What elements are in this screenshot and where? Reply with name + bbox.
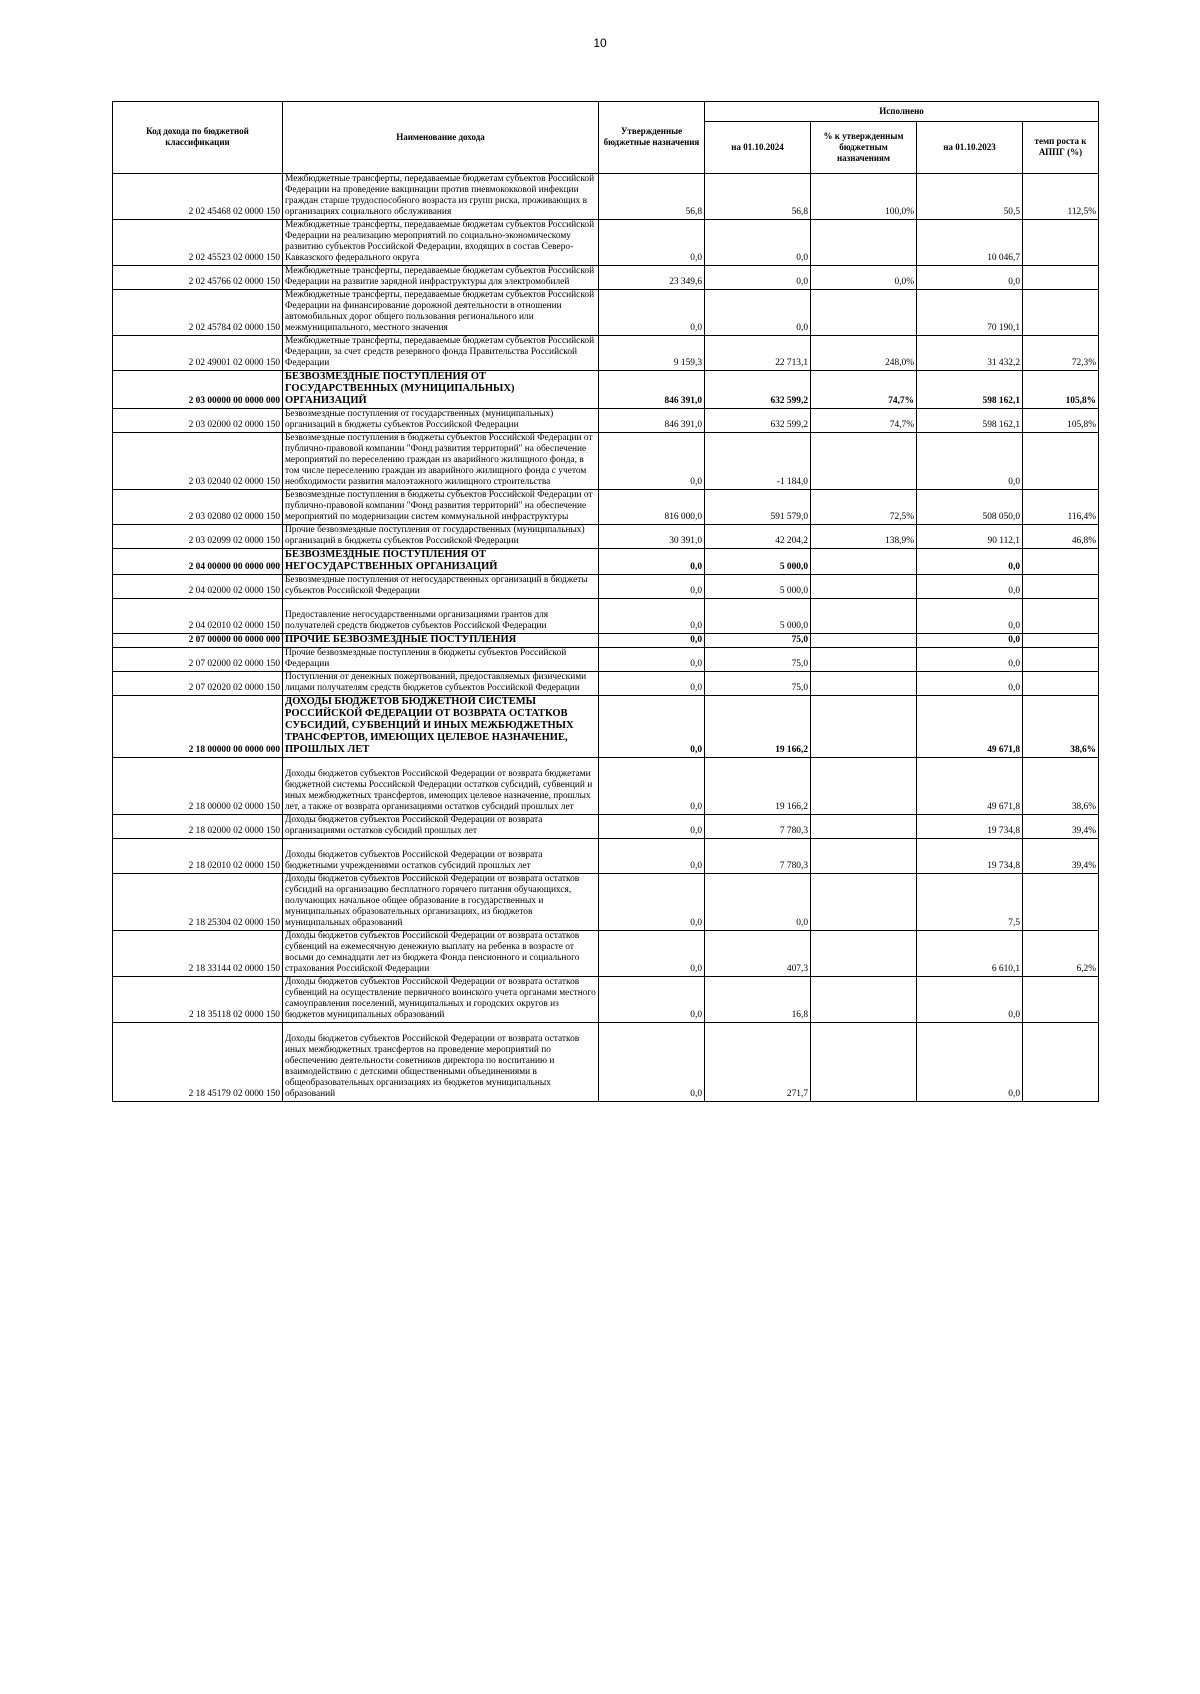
row-pct-approved: 72,5% xyxy=(811,490,917,525)
row-executed-2023: 0,0 xyxy=(917,266,1023,290)
row-name: Межбюджетные трансферты, передаваемые бюджетам субъектов Российской Федерации на финансирование дорожной деятельности в отношении автомобильных дорог общего пользования регионального или межмуниципального, местного значения xyxy=(283,290,599,336)
row-pct-approved xyxy=(811,549,917,575)
row-code: 2 18 25304 02 0000 150 xyxy=(113,874,283,931)
row-growth xyxy=(1023,648,1099,672)
row-executed-2023: 7,5 xyxy=(917,874,1023,931)
table-row xyxy=(113,549,1099,575)
table-row xyxy=(113,648,1099,672)
header-growth: темп роста к АППГ (%) xyxy=(1023,122,1099,174)
row-executed-2023: 598 162,1 xyxy=(917,371,1023,409)
header-pct-approved: % к утвержденным бюджетным назначениям xyxy=(811,122,917,174)
row-name: Безвозмездные поступления от государственных (муниципальных) организаций в бюджеты субъектов Российской Федерации xyxy=(283,409,599,433)
row-pct-approved: 0,0% xyxy=(811,266,917,290)
row-executed-2024: 42 204,2 xyxy=(705,525,811,549)
table-row xyxy=(113,290,1099,336)
row-executed-2024: 5 000,0 xyxy=(705,575,811,599)
row-approved: 0,0 xyxy=(599,433,705,490)
row-approved: 0,0 xyxy=(599,1023,705,1102)
row-pct-approved: 138,9% xyxy=(811,525,917,549)
row-code: 2 18 00000 00 0000 000 xyxy=(113,696,283,758)
row-executed-2023: 50,5 xyxy=(917,174,1023,220)
row-executed-2024: 0,0 xyxy=(705,220,811,266)
row-executed-2023: 0,0 xyxy=(917,648,1023,672)
row-pct-approved xyxy=(811,220,917,266)
row-executed-2024: 75,0 xyxy=(705,634,811,648)
row-pct-approved xyxy=(811,931,917,977)
row-growth: 38,6% xyxy=(1023,758,1099,815)
table-row xyxy=(113,931,1099,977)
row-growth: 116,4% xyxy=(1023,490,1099,525)
row-code: 2 03 02080 02 0000 150 xyxy=(113,490,283,525)
table-row xyxy=(113,525,1099,549)
row-executed-2023: 0,0 xyxy=(917,1023,1023,1102)
row-growth: 72,3% xyxy=(1023,336,1099,371)
row-approved: 0,0 xyxy=(599,634,705,648)
row-pct-approved xyxy=(811,815,917,839)
header-name: Наименование дохода xyxy=(283,102,599,174)
row-executed-2023: 10 046,7 xyxy=(917,220,1023,266)
row-pct-approved xyxy=(811,839,917,874)
row-growth xyxy=(1023,290,1099,336)
header-code: Код дохода по бюджетной классификации xyxy=(113,102,283,174)
row-approved: 816 000,0 xyxy=(599,490,705,525)
row-growth xyxy=(1023,266,1099,290)
table-row xyxy=(113,599,1099,634)
row-code: 2 07 00000 00 0000 000 xyxy=(113,634,283,648)
table-row xyxy=(113,433,1099,490)
row-code: 2 02 45784 02 0000 150 xyxy=(113,290,283,336)
row-code: 2 03 00000 00 0000 000 xyxy=(113,371,283,409)
row-code: 2 02 45523 02 0000 150 xyxy=(113,220,283,266)
row-pct-approved: 100,0% xyxy=(811,174,917,220)
row-growth xyxy=(1023,575,1099,599)
row-executed-2024: 56,8 xyxy=(705,174,811,220)
row-approved: 0,0 xyxy=(599,696,705,758)
row-growth: 38,6% xyxy=(1023,696,1099,758)
row-executed-2023: 0,0 xyxy=(917,977,1023,1023)
row-executed-2024: 591 579,0 xyxy=(705,490,811,525)
row-approved: 0,0 xyxy=(599,977,705,1023)
row-executed-2024: 632 599,2 xyxy=(705,409,811,433)
row-name: ПРОЧИЕ БЕЗВОЗМЕЗДНЫЕ ПОСТУПЛЕНИЯ xyxy=(283,634,599,648)
row-executed-2023: 0,0 xyxy=(917,549,1023,575)
header-executed: Исполнено xyxy=(705,102,1099,122)
table-row xyxy=(113,696,1099,758)
row-approved: 0,0 xyxy=(599,672,705,696)
row-code: 2 18 02010 02 0000 150 xyxy=(113,839,283,874)
page-number: 10 xyxy=(593,36,607,50)
row-code: 2 03 02040 02 0000 150 xyxy=(113,433,283,490)
row-executed-2024: 0,0 xyxy=(705,266,811,290)
row-approved: 23 349,6 xyxy=(599,266,705,290)
row-name: Доходы бюджетов субъектов Российской Федерации от возврата бюджетными учреждениями остатков субсидий прошлых лет xyxy=(283,839,599,874)
row-name: Безвозмездные поступления от негосударственных организаций в бюджеты субъектов Российской Федерации xyxy=(283,575,599,599)
row-name: БЕЗВОЗМЕЗДНЫЕ ПОСТУПЛЕНИЯ ОТ НЕГОСУДАРСТВЕННЫХ ОРГАНИЗАЦИЙ xyxy=(283,549,599,575)
row-name: Межбюджетные трансферты, передаваемые бюджетам субъектов Российской Федерации на развитие зарядной инфраструктуры для электромобилей xyxy=(283,266,599,290)
header-on-2024: на 01.10.2024 xyxy=(705,122,811,174)
row-approved: 56,8 xyxy=(599,174,705,220)
row-approved: 0,0 xyxy=(599,575,705,599)
row-executed-2023: 0,0 xyxy=(917,599,1023,634)
row-name: Безвозмездные поступления в бюджеты субъектов Российской Федерации от публично-правовой компании "Фонд развития территорий" на обеспечение мероприятий по модернизации систем коммунальной инфраструктуры xyxy=(283,490,599,525)
row-pct-approved: 248,0% xyxy=(811,336,917,371)
row-pct-approved xyxy=(811,977,917,1023)
row-executed-2024: 19 166,2 xyxy=(705,758,811,815)
table-row xyxy=(113,839,1099,874)
row-code: 2 18 00000 02 0000 150 xyxy=(113,758,283,815)
row-growth xyxy=(1023,549,1099,575)
row-pct-approved xyxy=(811,599,917,634)
row-executed-2024: 0,0 xyxy=(705,874,811,931)
table-row xyxy=(113,409,1099,433)
row-executed-2023: 49 671,8 xyxy=(917,696,1023,758)
row-executed-2023: 0,0 xyxy=(917,634,1023,648)
row-approved: 846 391,0 xyxy=(599,409,705,433)
row-growth: 6,2% xyxy=(1023,931,1099,977)
table-body xyxy=(113,174,1099,1102)
row-executed-2023: 6 610,1 xyxy=(917,931,1023,977)
row-pct-approved xyxy=(811,1023,917,1102)
row-name: Доходы бюджетов субъектов Российской Федерации от возврата организациями остатков субсидий прошлых лет xyxy=(283,815,599,839)
row-executed-2024: 632 599,2 xyxy=(705,371,811,409)
row-name: Межбюджетные трансферты, передаваемые бюджетам субъектов Российской Федерации на проведение вакцинации против пневмококковой инфекции граждан старше трудоспособного возраста из групп риска, проживающих в организациях социального обслуживания xyxy=(283,174,599,220)
row-executed-2023: 598 162,1 xyxy=(917,409,1023,433)
row-executed-2024: 0,0 xyxy=(705,290,811,336)
row-approved: 9 159,3 xyxy=(599,336,705,371)
row-executed-2024: 271,7 xyxy=(705,1023,811,1102)
row-growth: 105,8% xyxy=(1023,371,1099,409)
row-growth xyxy=(1023,672,1099,696)
row-growth xyxy=(1023,599,1099,634)
row-name: ДОХОДЫ БЮДЖЕТОВ БЮДЖЕТНОЙ СИСТЕМЫ РОССИЙСКОЙ ФЕДЕРАЦИИ ОТ ВОЗВРАТА ОСТАТКОВ СУБСИДИЙ, СУБВЕНЦИЙ И ИНЫХ МЕЖБЮДЖЕТНЫХ ТРАНСФЕРТОВ, ИМЕЮЩИХ ЦЕЛЕВОЕ НАЗНАЧЕНИЕ, ПРОШЛЫХ ЛЕТ xyxy=(283,696,599,758)
row-code: 2 04 02010 02 0000 150 xyxy=(113,599,283,634)
table-row xyxy=(113,220,1099,266)
row-executed-2024: 5 000,0 xyxy=(705,599,811,634)
table-row xyxy=(113,977,1099,1023)
table-row xyxy=(113,758,1099,815)
row-pct-approved xyxy=(811,290,917,336)
row-pct-approved xyxy=(811,874,917,931)
row-approved: 0,0 xyxy=(599,290,705,336)
row-pct-approved xyxy=(811,672,917,696)
row-growth xyxy=(1023,220,1099,266)
row-approved: 0,0 xyxy=(599,549,705,575)
row-growth xyxy=(1023,1023,1099,1102)
row-name: Доходы бюджетов субъектов Российской Федерации от возврата остатков субвенций на ежемесячную денежную выплату на ребенка в возрасте от восьми до семнадцати лет из бюджета Фонда пенсионного и социального страхования Российской Федерации xyxy=(283,931,599,977)
row-code: 2 18 35118 02 0000 150 xyxy=(113,977,283,1023)
row-executed-2023: 31 432,2 xyxy=(917,336,1023,371)
row-growth: 39,4% xyxy=(1023,815,1099,839)
row-executed-2024: -1 184,0 xyxy=(705,433,811,490)
row-name: Доходы бюджетов субъектов Российской Федерации от возврата остатков субвенций на осуществление первичного воинского учета органами местного самоуправления поселений, муниципальных и городских округов из бюджетов муниципальных образований xyxy=(283,977,599,1023)
row-approved: 0,0 xyxy=(599,648,705,672)
row-executed-2024: 407,3 xyxy=(705,931,811,977)
row-name: Доходы бюджетов субъектов Российской Федерации от возврата остатков иных межбюджетных трансфертов на проведение мероприятий по обеспечению деятельности советников директора по воспитанию и взаимодействию с детскими общественными объединениями в общеобразовательных организациях из бюджетов муниципальных образований xyxy=(283,1023,599,1102)
row-executed-2023: 70 190,1 xyxy=(917,290,1023,336)
table-row xyxy=(113,371,1099,409)
row-growth xyxy=(1023,977,1099,1023)
row-name: Предоставление негосударственными организациями грантов для получателей средств бюджетов субъектов Российской Федерации xyxy=(283,599,599,634)
row-approved: 0,0 xyxy=(599,220,705,266)
row-approved: 30 391,0 xyxy=(599,525,705,549)
row-executed-2024: 22 713,1 xyxy=(705,336,811,371)
row-executed-2023: 90 112,1 xyxy=(917,525,1023,549)
row-approved: 0,0 xyxy=(599,931,705,977)
revenue-table xyxy=(112,101,1099,1102)
row-executed-2024: 75,0 xyxy=(705,672,811,696)
table-row xyxy=(113,815,1099,839)
row-growth: 39,4% xyxy=(1023,839,1099,874)
row-code: 2 02 45468 02 0000 150 xyxy=(113,174,283,220)
row-name: Межбюджетные трансферты, передаваемые бюджетам субъектов Российской Федерации, за счет средств резервного фонда Правительства Российской Федерации xyxy=(283,336,599,371)
row-growth xyxy=(1023,433,1099,490)
row-growth: 46,8% xyxy=(1023,525,1099,549)
row-code: 2 07 02000 02 0000 150 xyxy=(113,648,283,672)
row-approved: 0,0 xyxy=(599,758,705,815)
row-executed-2024: 7 780,3 xyxy=(705,839,811,874)
row-pct-approved xyxy=(811,575,917,599)
row-executed-2024: 7 780,3 xyxy=(705,815,811,839)
row-code: 2 18 02000 02 0000 150 xyxy=(113,815,283,839)
row-name: Прочие безвозмездные поступления от государственных (муниципальных) организаций в бюджеты субъектов Российской Федерации xyxy=(283,525,599,549)
row-pct-approved xyxy=(811,634,917,648)
row-executed-2023: 49 671,8 xyxy=(917,758,1023,815)
row-executed-2023: 0,0 xyxy=(917,575,1023,599)
row-name: Межбюджетные трансферты, передаваемые бюджетам субъектов Российской Федерации на реализацию мероприятий по социально-экономическому развитию субъектов Российской Федерации, входящих в состав Северо-Кавказского федерального округа xyxy=(283,220,599,266)
row-executed-2024: 75,0 xyxy=(705,648,811,672)
table-row xyxy=(113,266,1099,290)
row-growth xyxy=(1023,634,1099,648)
row-name: Безвозмездные поступления в бюджеты субъектов Российской Федерации от публично-правовой компании "Фонд развития территорий" на обеспечение мероприятий по переселению граждан из аварийного жилищного фонда, в том числе переселению граждан из аварийного жилищного фонда с учетом необходимости развития малоэтажного жилищного строительства xyxy=(283,433,599,490)
table-row xyxy=(113,490,1099,525)
row-executed-2024: 5 000,0 xyxy=(705,549,811,575)
row-code: 2 03 02099 02 0000 150 xyxy=(113,525,283,549)
row-approved: 0,0 xyxy=(599,599,705,634)
table-row xyxy=(113,336,1099,371)
table-row xyxy=(113,575,1099,599)
row-name: Доходы бюджетов субъектов Российской Федерации от возврата остатков субсидий на организацию бесплатного горячего питания обучающихся, получающих начальное общее образование в государственных и муниципальных образовательных организациях, из бюджетов муниципальных образований xyxy=(283,874,599,931)
header-on-2023: на 01.10.2023 xyxy=(917,122,1023,174)
row-code: 2 07 02020 02 0000 150 xyxy=(113,672,283,696)
row-growth: 105,8% xyxy=(1023,409,1099,433)
row-executed-2023: 508 050,0 xyxy=(917,490,1023,525)
row-code: 2 04 00000 00 0000 000 xyxy=(113,549,283,575)
row-name: БЕЗВОЗМЕЗДНЫЕ ПОСТУПЛЕНИЯ ОТ ГОСУДАРСТВЕННЫХ (МУНИЦИПАЛЬНЫХ) ОРГАНИЗАЦИЙ xyxy=(283,371,599,409)
table-row xyxy=(113,874,1099,931)
header-approved: Утвержденные бюджетные назначения xyxy=(599,102,705,174)
row-executed-2024: 16,8 xyxy=(705,977,811,1023)
row-approved: 846 391,0 xyxy=(599,371,705,409)
row-name: Поступления от денежных пожертвований, предоставляемых физическими лицами получателям средств бюджетов субъектов Российской Федерации xyxy=(283,672,599,696)
table-row xyxy=(113,672,1099,696)
row-pct-approved xyxy=(811,433,917,490)
row-executed-2023: 0,0 xyxy=(917,433,1023,490)
row-approved: 0,0 xyxy=(599,839,705,874)
row-code: 2 02 45766 02 0000 150 xyxy=(113,266,283,290)
row-code: 2 18 45179 02 0000 150 xyxy=(113,1023,283,1102)
row-pct-approved xyxy=(811,696,917,758)
row-executed-2023: 0,0 xyxy=(917,672,1023,696)
row-executed-2023: 19 734,8 xyxy=(917,815,1023,839)
table-row xyxy=(113,634,1099,648)
row-code: 2 03 02000 02 0000 150 xyxy=(113,409,283,433)
row-pct-approved: 74,7% xyxy=(811,409,917,433)
row-code: 2 02 49001 02 0000 150 xyxy=(113,336,283,371)
row-approved: 0,0 xyxy=(599,874,705,931)
row-name: Прочие безвозмездные поступления в бюджеты субъектов Российской Федерации xyxy=(283,648,599,672)
table-row xyxy=(113,174,1099,220)
row-code: 2 18 33144 02 0000 150 xyxy=(113,931,283,977)
row-pct-approved: 74,7% xyxy=(811,371,917,409)
row-approved: 0,0 xyxy=(599,815,705,839)
row-executed-2024: 19 166,2 xyxy=(705,696,811,758)
row-name: Доходы бюджетов субъектов Российской Федерации от возврата бюджетами бюджетной системы Российской Федерации остатков субсидий, субвенций и иных межбюджетных трансфертов, имеющих целевое назначение, прошлых лет, а также от возврата организациями остатков субсидий прошлых лет xyxy=(283,758,599,815)
row-pct-approved xyxy=(811,648,917,672)
table-row xyxy=(113,1023,1099,1102)
row-code: 2 04 02000 02 0000 150 xyxy=(113,575,283,599)
row-executed-2023: 19 734,8 xyxy=(917,839,1023,874)
row-pct-approved xyxy=(811,758,917,815)
row-growth: 112,5% xyxy=(1023,174,1099,220)
row-growth xyxy=(1023,874,1099,931)
